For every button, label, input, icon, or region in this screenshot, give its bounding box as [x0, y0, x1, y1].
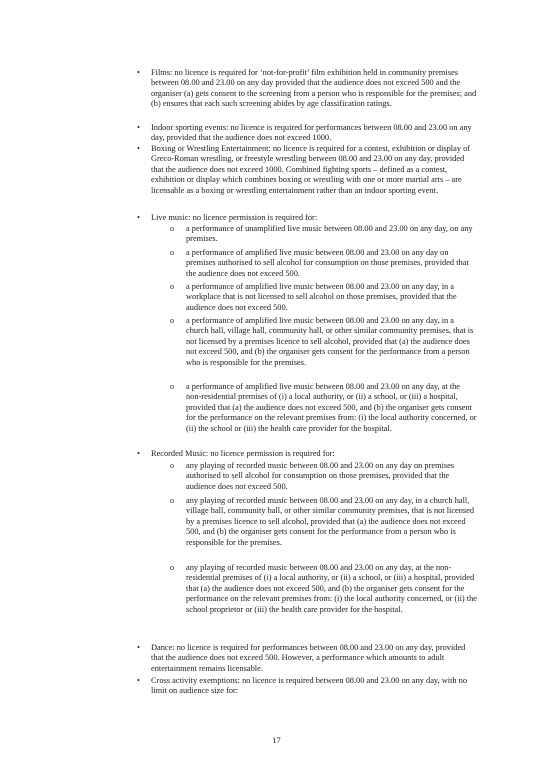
sub-item-text: a performance of amplified live music between 08.00 and 23.00 on any day on premises authorised to sell alcohol for consumption on those premises, provided that the audience does not exceed 500. [186, 248, 469, 278]
list-item-films [137, 68, 477, 110]
circle-bullet-icon: o [170, 496, 174, 505]
sub-item [170, 461, 477, 492]
circle-bullet-icon: o [170, 316, 174, 325]
sub-item [170, 248, 477, 279]
list-item-text: Indoor sporting events: no licence is required for performances between 08.00 and 23.00 on any day, provided that the audience does not exceed 1000. [151, 123, 472, 143]
sub-item [170, 282, 477, 313]
list-item-text: Boxing or Wrestling Entertainment: no licence is required for a contest, exhibition or display of Greco-Roman wrestling, or freestyle wrestling between 08.00 and 23.00 on any day, provided that the audience does not exceed 1000. Combined fighting sports – defined as a contest, exhibition or display which combines boxing or wrestling with one or more martial arts – are licensable as a boxing or wrestling entertainment rather than an indoor sporting event. [151, 144, 471, 195]
bullet-icon: • [137, 449, 140, 458]
list-item-boxing-wrestling [137, 144, 477, 196]
list-item-live-music [137, 213, 477, 223]
sub-item [170, 382, 477, 434]
sub-item [170, 496, 477, 548]
list-item-cross-activity [137, 676, 477, 697]
list-item-recorded-music [137, 449, 477, 459]
sub-item-text: a performance of amplified live music between 08.00 and 23.00 on any day, in a church hall, village hall, community hall, or other similar community premises, that is not licensed by a premises licence to sell alcohol, provided that (a) the audience does not exceed 500, and (b) the organiser gets consent for the performance from a person who is responsible for the premises. [186, 316, 474, 367]
circle-bullet-icon: o [170, 563, 174, 572]
list-item-text: Dance: no licence is required for performances between 08.00 and 23.00 on any day, provided that the audience does not exceed 500. However, a performance which amounts to adult entertainment remains licensable. [151, 643, 466, 673]
bullet-icon: • [137, 676, 140, 685]
bullet-icon: • [137, 123, 140, 132]
list-item-text: Recorded Music: no licence permission is required for: [151, 449, 335, 458]
circle-bullet-icon: o [170, 282, 174, 291]
bullet-icon: • [137, 213, 140, 222]
list-item-text: Live music: no licence permission is required for: [151, 213, 318, 222]
sub-item [170, 563, 477, 615]
bullet-icon: • [137, 144, 140, 153]
sub-item-text: any playing of recorded music between 08.00 and 23.00 on any day, in a church hall, village hall, community hall, or other similar community premises, that is not licensed by a premises licence to sell alcohol, provided that (a) the audience does not exceed 500, and (b) the organiser gets consent for the performance from a person who is responsible for the premises. [186, 496, 475, 547]
list-item-indoor-sport [137, 123, 477, 144]
list-item-dance [137, 643, 477, 674]
circle-bullet-icon: o [170, 382, 174, 391]
circle-bullet-icon: o [170, 248, 174, 257]
sub-item-text: a performance of amplified live music between 08.00 and 23.00 on any day, in a workplace that is not licensed to sell alcohol on those premises, provided that the audience does not exceed 500. [186, 282, 457, 312]
list-item-text: Cross activity exemptions: no licence is required between 08.00 and 23.00 on any day, with no limit on audience size for: [151, 676, 467, 696]
page-number: 17 [272, 736, 281, 745]
bullet-icon: • [137, 68, 140, 77]
list-item-text: Films: no licence is required for ‘not-for-profit’ film exhibition held in community premises between 08.00 and 23.00 on any day provided that the audience does not exceed 500 and the organiser (a) gets consent to the screening from a person who is responsible for the premises; and (b) ensures that each such screening abides by age classification ratings. [151, 68, 477, 109]
sub-item-text: any playing of recorded music between 08.00 and 23.00 on any day, at the non-residential premises of (i) a local authority, or (ii) a school, or (iii) a hospital, provided that (a) the audience does not exceed 500, and (b) the organiser gets consent for the performance on the relevant premises from: (i) the local authority concerned, or (ii) the school proprietor or (iii) the health care provider for the hospital. [186, 563, 477, 614]
circle-bullet-icon: o [170, 224, 174, 233]
sub-item [170, 316, 477, 368]
sub-item-text: a performance of amplified live music between 08.00 and 23.00 on any day, at the non-residential premises of (i) a local authority, or (ii) a school, or (iii) a hospital, provided that (a) the audience does not exceed 500, and (b) the organiser gets consent for the performance on the relevant premises from: (i) the local authority concerned, or (ii) the school or (iii) the health care provider for the hospital. [186, 382, 477, 433]
circle-bullet-icon: o [170, 461, 174, 470]
bullet-icon: • [137, 643, 140, 652]
sub-item-text: a performance of unamplified live music between 08.00 and 23.00 on any day, on any premises. [186, 224, 473, 244]
sub-item [170, 224, 477, 245]
sub-item-text: any playing of recorded music between 08.00 and 23.00 on any day on premises authorised to sell alcohol for consumption on those premises, provided that the audience does not exceed 500. [186, 461, 455, 491]
